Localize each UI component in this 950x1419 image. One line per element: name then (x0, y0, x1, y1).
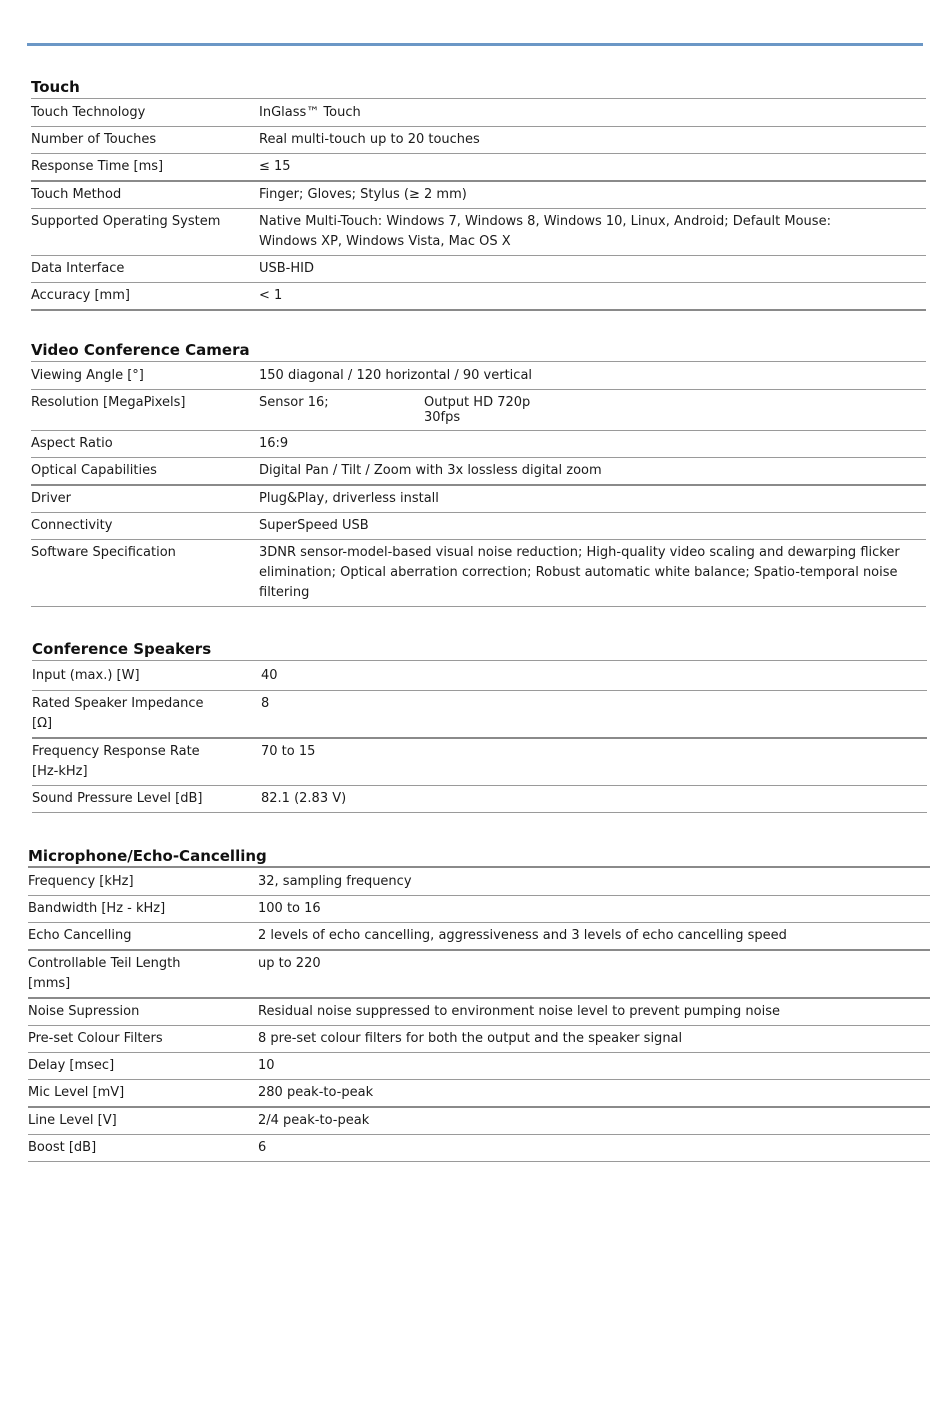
spec-row (31, 256, 926, 283)
spec-label: Rated Speaker Impedance [Ω] (32, 696, 204, 731)
spec-value-sensor: Sensor 16; (259, 395, 329, 410)
spec-value: 16:9 (259, 436, 289, 451)
spec-row (28, 1053, 930, 1080)
section-title: Video Conference Camera (31, 335, 926, 362)
spec-value: 40 (261, 668, 278, 683)
spec-row (28, 868, 930, 896)
spec-label: Frequency [kHz] (28, 874, 134, 889)
spec-label: Sound Pressure Level [dB] (32, 791, 203, 806)
spec-label: Aspect Ratio (31, 436, 113, 451)
spec-value: USB-HID (259, 261, 314, 276)
section-conference-speakers (32, 634, 927, 813)
spec-label: Echo Cancelling (28, 928, 132, 943)
spec-row (31, 458, 926, 486)
spec-row (28, 1026, 930, 1053)
spec-row (28, 1135, 930, 1162)
spec-value: Digital Pan / Tilt / Zoom with 3x lossless digital zoom (259, 463, 602, 478)
spec-value: Real multi-touch up to 20 touches (259, 132, 480, 147)
section-title: Conference Speakers (32, 634, 927, 661)
spec-row (31, 182, 926, 209)
spec-label: Data Interface (31, 261, 125, 276)
spec-value: Finger; Gloves; Stylus (≥ 2 mm) (259, 187, 467, 202)
spec-row (31, 209, 926, 256)
spec-value: 280 peak-to-peak (258, 1085, 374, 1100)
spec-value: 3DNR sensor-model-based visual noise reduction; High-quality video scaling and dewarping flicker elimination; Optical aberration correction; Robust automatic white balance; Spatio-temporal noise filtering (259, 545, 900, 600)
section-title: Touch (31, 72, 926, 99)
spec-label: Frequency Response Rate [Hz-kHz] (32, 744, 200, 779)
spec-value: 10 (258, 1058, 275, 1073)
section-video-conference-camera (31, 335, 926, 607)
spec-label: Bandwidth [Hz - kHz] (28, 901, 166, 916)
spec-label: Boost [dB] (28, 1140, 97, 1155)
spec-row (31, 99, 926, 127)
spec-label: Touch Technology (31, 105, 146, 120)
spec-value: InGlass™ Touch (259, 105, 361, 120)
spec-row (32, 661, 927, 691)
spec-label: Controllable Teil Length [mms] (28, 956, 181, 991)
spec-value: Native Multi-Touch: Windows 7, Windows 8, Windows 10, Linux, Android; Default Mouse: Windows XP, Windows Vista, Mac OS X (259, 214, 831, 249)
section-title: Microphone/Echo-Cancelling (28, 841, 930, 868)
spec-value: 2/4 peak-to-peak (258, 1113, 370, 1128)
spec-row (31, 154, 926, 182)
spec-label: Viewing Angle [°] (31, 368, 144, 383)
spec-value: 32, sampling frequency (258, 874, 412, 889)
spec-label: Pre-set Colour Filters (28, 1031, 163, 1046)
spec-value: ≤ 15 (259, 159, 291, 174)
spec-value (259, 393, 926, 425)
spec-label: Optical Capabilities (31, 463, 157, 478)
spec-row (31, 513, 926, 540)
spec-row (31, 362, 926, 390)
spec-value: 70 to 15 (261, 744, 316, 759)
spec-label: Connectivity (31, 518, 113, 533)
spec-value: Plug&Play, driverless install (259, 491, 439, 506)
spec-label: Noise Supression (28, 1004, 140, 1019)
spec-value: 100 to 16 (258, 901, 321, 916)
spec-row (28, 1080, 930, 1108)
spec-label: Mic Level [mV] (28, 1085, 125, 1100)
spec-row (31, 283, 926, 311)
spec-value: 82.1 (2.83 V) (261, 791, 347, 806)
spec-row (28, 999, 930, 1026)
spec-label: Accuracy [mm] (31, 288, 130, 303)
spec-row (31, 486, 926, 513)
spec-value: 2 levels of echo cancelling, aggressiveness and 3 levels of echo cancelling speed (258, 928, 787, 943)
spec-value: 8 pre-set colour filters for both the output and the speaker signal (258, 1031, 683, 1046)
spec-value: 8 (261, 696, 270, 711)
spec-row (28, 951, 930, 999)
section-touch (31, 72, 926, 311)
spec-label: Driver (31, 491, 72, 506)
spec-value: SuperSpeed USB (259, 518, 369, 533)
section-microphone-echo-cancelling (28, 841, 930, 1162)
spec-row (31, 390, 926, 431)
header-rule (27, 43, 923, 46)
spec-value: < 1 (259, 288, 283, 303)
spec-label: Response Time [ms] (31, 159, 164, 174)
spec-row (28, 923, 930, 951)
spec-value: 6 (258, 1140, 267, 1155)
spec-label: Line Level [V] (28, 1113, 117, 1128)
spec-value: 150 diagonal / 120 horizontal / 90 vertical (259, 368, 533, 383)
spec-label: Touch Method (31, 187, 122, 202)
spec-label: Supported Operating System (31, 214, 221, 229)
spec-row (28, 896, 930, 923)
spec-row (28, 1108, 930, 1135)
spec-row (31, 431, 926, 458)
spec-value-output: Output HD 720p 30fps (424, 395, 531, 425)
spec-label: Software Specification (31, 545, 176, 560)
spec-row (31, 127, 926, 154)
spec-row (32, 786, 927, 813)
spec-row (31, 540, 926, 607)
spec-label: Number of Touches (31, 132, 157, 147)
spec-row (32, 739, 927, 786)
spec-label: Input (max.) [W] (32, 668, 140, 683)
spec-label: Delay [msec] (28, 1058, 115, 1073)
spec-row (32, 691, 927, 739)
spec-label: Resolution [MegaPixels] (31, 395, 186, 410)
spec-value: Residual noise suppressed to environment noise level to prevent pumping noise (258, 1004, 780, 1019)
spec-value: up to 220 (258, 956, 321, 971)
